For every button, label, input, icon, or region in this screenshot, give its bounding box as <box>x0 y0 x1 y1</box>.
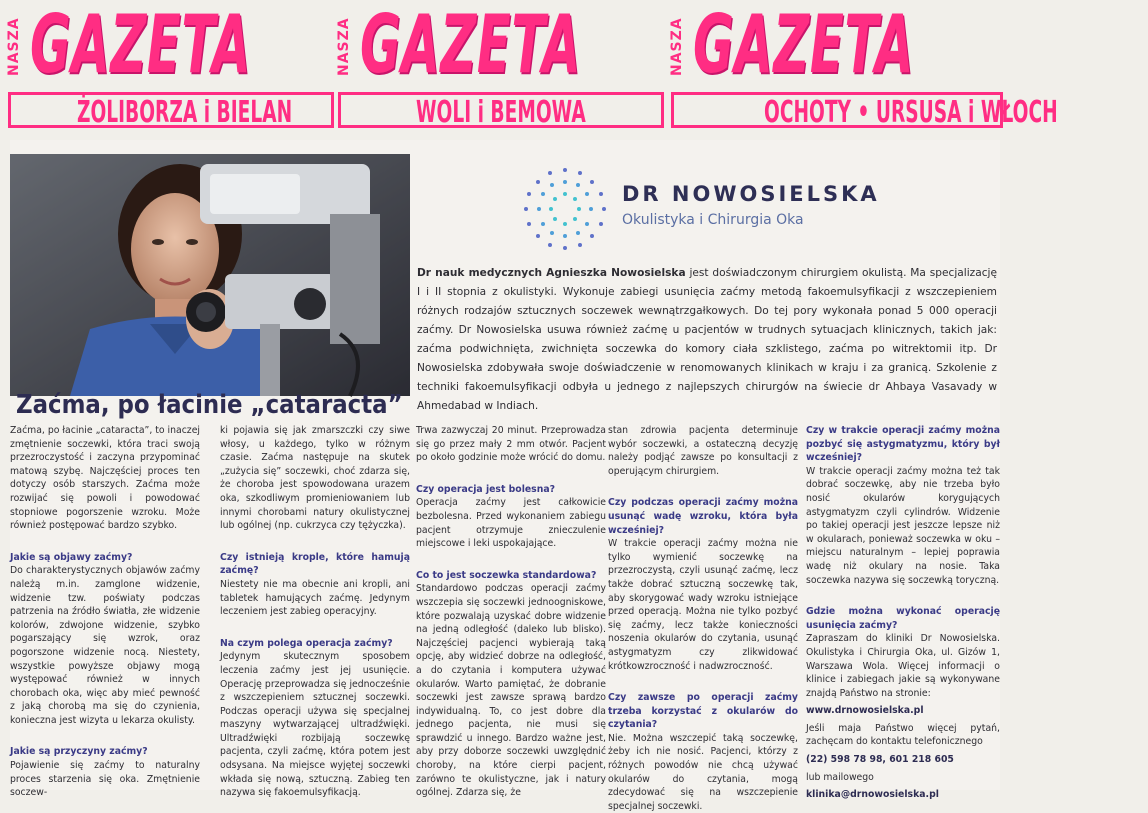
gazeta-logo: GAZETA <box>360 0 582 91</box>
doctor-at-microscope-illustration <box>10 154 410 396</box>
edition-label: OCHOTY • URSUSA i WŁOCH <box>671 92 1003 128</box>
paragraph: Pojawienie się zaćmy to naturalny proces starzenia się oka. Zmętnienie soczew- <box>10 760 200 799</box>
paragraph: Standardowo podczas operacji zaćmy wszczepia się soczewki jednoogniskowe, które pozwalają uzyskać dobre widzenie na jedną odległość (daleko lub blisko). Najczęściej pacjenci wybierają taką opcję, aby widzieć dobrze na odległość, a do czytania i komputera używać okularów. Warto pamiętać, że dobranie soczewki jest zawsze sprawą bardzo indywidualną. To, co jest dobre dla jednego pacjenta, nie musi się sprawdzić u innego. Bardzo ważne jest, aby przy doborze soczewki uwzględnić choroby, na które cierpi pacjent, zarówno te okulistyczne, jak i natury ogólnej. Zdarza się, że <box>416 583 606 799</box>
edition-label: WOLI i BEMOWA <box>338 92 664 128</box>
intro-text: jest doświadczonym chirurgiem okulistą. Ma specjalizację I i II stopnia z okulistyki. Wykonuje zabiegi usunięcia zaćmy metodą fakoemulsyfikacji z wszczepieniem różnych rodzajów sztucznych soczewek wewnątrzgałkowych. Do tej pory wykonała ponad 5 000 operacji zaćmy. Dr Nowosielska usuwa również zaćmę u pacjentów w trudnych sytuacjach klinicznych, takich jak: zaćma podwichnięta, zwichnięta soczewka do komory ciała szklistego, zaćma po witrektomii itp. Dr Nowosielska zdobywała swoje doświadczenie w renomowanych klinikach w kraju i za granicą. Szkolenie z techniki fakoemulsyfikacji odbyła u jednego z najlepszych chirurgów na świecie dr Ahbaya Vasavady w Ahmedabad w Indiach. <box>417 267 997 412</box>
question-heading: Czy podczas operacji zaćmy można usunąć wadę wzroku, która była wcześniej? <box>608 497 798 536</box>
masthead <box>0 0 1058 132</box>
website-link[interactable]: www.drnowosielska.pl <box>806 705 924 717</box>
question-heading: Jakie są przyczyny zaćmy? <box>10 746 148 758</box>
paragraph: Zapraszam do kliniki Dr Nowosielska. Okulistyka i Chirurgia Oka, ul. Gizów 1, Warszawa Wola. Więcej informacji o klinice i zabiegach jakie są wykonywane znajdą Państwo na stronie: <box>806 633 1000 699</box>
question-heading: Co to jest soczewka standardowa? <box>416 569 597 581</box>
paragraph: lub mailowego <box>806 771 874 783</box>
nasza-label: NASZA <box>669 17 685 77</box>
question-heading: Czy istnieją krople, które hamują zaćmę? <box>220 551 410 577</box>
gazeta-logo: GAZETA <box>30 0 252 91</box>
doctor-photo <box>10 154 410 396</box>
paragraph: Trwa zazwyczaj 20 minut. Przeprowadza się go przez mały 2 mm otwór. Pacjent po około godzinie może wrócić do domu. <box>416 425 606 464</box>
text-column-3 <box>416 424 606 799</box>
intro-paragraph <box>417 264 997 416</box>
text-column-4 <box>608 424 798 812</box>
question-heading: Na czym polega operacja zaćmy? <box>220 637 393 649</box>
article-headline: Zaćma, po łacinie „cataracta” <box>16 390 403 420</box>
question-heading: Czy operacja jest bolesna? <box>416 483 556 495</box>
email-link[interactable]: klinika@drnowosielska.pl <box>806 789 939 801</box>
paragraph: stan zdrowia pacjenta determinuje wybór soczewki, a ostateczną decyzję należy podjąć zawsze po konsultacji z operującym chirurgiem. <box>608 425 798 477</box>
paragraph: W trakcie operacji zaćmy można nie tylko wymienić soczewkę na przezroczystą, czyli usunąć zaćmę, lecz także dobrać sztuczną soczewkę tak, aby skorygować wady wzroku istniejące przed operacją. Można nie tylko pozbyć się zaćmy, lecz także konieczności noszenia okularów do czytania, usunąć astygmatyzm czy zlikwidować krótkowzroczność i nadwzroczność. <box>608 538 798 672</box>
paragraph: Nie. Można wszczepić taką soczewkę, żeby ich nie nosić. Pacjenci, którzy z różnych powodów nie chcą używać okularów do czytania, mogą zdecydować się na wszczepienie specjalnej soczewki. <box>608 732 798 812</box>
clinic-brand-name: DR NOWOSIELSKA <box>622 182 880 206</box>
paragraph: Niestety nie ma obecnie ani kropli, ani tabletek hamujących zaćmę. Jedynym leczeniem jest zabieg operacyjny. <box>220 578 410 618</box>
edition-label: ŻOLIBORZA i BIELAN <box>8 92 334 128</box>
nasza-label: NASZA <box>6 17 22 77</box>
clinic-brand-subtitle: Okulistyka i Chirurgia Oka <box>622 212 804 228</box>
paragraph: Do charakterystycznych objawów zaćmy należą m.in. zamglone widzenie, widzenie tzw. poświaty podczas patrzenia na źródło światła, złe widzenie kolorów, zdwojone widzenie, szybko pogarszający się wzrok, oraz pogorszone widzenie nocą. Niestety, wszystkie powyższe objawy mogą występować również w innych chorobach oka, więc aby mieć pewność z jaką chorobą ma się do czynienia, konieczna jest wizyta u lekarza okulisty. <box>10 565 200 726</box>
masthead-block-wola <box>336 0 666 128</box>
text-column-5 <box>806 424 1000 801</box>
advertorial-article <box>10 140 1000 812</box>
question-heading: Czy w trakcie operacji zaćmy można pozbyć się astygmatyzmu, który był wcześniej? <box>806 425 1000 464</box>
question-heading: Jakie są objawy zaćmy? <box>10 551 133 563</box>
intro-lead: Dr nauk medycznych Agnieszka Nowosielska <box>417 267 686 279</box>
masthead-block-ochota <box>669 0 1058 130</box>
clinic-logo-icon <box>520 164 610 254</box>
paragraph: Jeśli maja Państwo więcej pytań, zachęcam do kontaktu telefonicznego <box>806 722 1000 748</box>
question-heading: Czy zawsze po operacji zaćmy trzeba korzystać z okularów do czytania? <box>608 692 798 731</box>
paragraph: W trakcie operacji zaćmy można też tak dobrać soczewkę, aby nie trzeba było nosić okularów korygujących astygmatyzm czyli cylindrów. Widzenie po takiej operacji jest jeszcze lepsze niż w okularach, ponieważ soczewka w oku – miejscu naturalnym – lepiej poprawia wadę niż okulary na nosie. Taka soczewka nazywa się soczewką toryczną. <box>806 465 1000 586</box>
gazeta-logo: GAZETA <box>693 0 915 91</box>
paragraph: Operacja zaćmy jest całkowicie bezbolesna. Przed wykonaniem zabiegu pacjent otrzymuje znieczulenie miejscowe i leki uspokajające. <box>416 497 606 550</box>
paragraph: Jedynym skutecznym sposobem leczenia zaćmy jest jej usunięcie. Operację przeprowadza się jednocześnie z wszczepieniem sztucznej soczewki. Podczas operacji używa się specjalnej maszyny wytwarzającej ultradźwięki. Ultradźwięki rozbijają soczewkę pacjenta, czyli zaćmę, która potem jest odsysana. Na miejsce wyjętej soczewki wkłada się nową, sztuczną. Zabieg ten nazywa się fakoemulsyfikacją. <box>220 651 410 799</box>
question-heading: Gdzie można wykonać operację usunięcia zaćmy? <box>806 606 1000 631</box>
nasza-label: NASZA <box>336 17 352 77</box>
paragraph: ki pojawia się jak zmarszczki czy siwe włosy, u każdego, tylko w różnym czasie. Zaćma następuje na skutek „zużycia się” soczewki, choć zdarza się, że choroba jest spowodowana urazem oka, szkodliwym promieniowaniem lub innymi chorobami natury okulistycznej lub ogólnej (np. cukrzyca czy tężyczka). <box>220 425 410 532</box>
masthead-block-zoliborz <box>6 0 334 128</box>
paragraph: Zaćma, po łacinie „cataracta”, to inaczej zmętnienie soczewki, która traci swoją przezroczystość i zaczyna przypominać matową szybę. Najczęściej proces ten dotyczy osób starszych. Zaćma może rozwijać się powoli i powodować stopniowe pogorszenie wzroku. Może również postępować bardzo szybko. <box>10 425 200 532</box>
phone-numbers[interactable]: (22) 598 78 98, 601 218 605 <box>806 754 954 766</box>
text-column-2 <box>220 424 410 799</box>
text-column-1 <box>10 424 200 799</box>
